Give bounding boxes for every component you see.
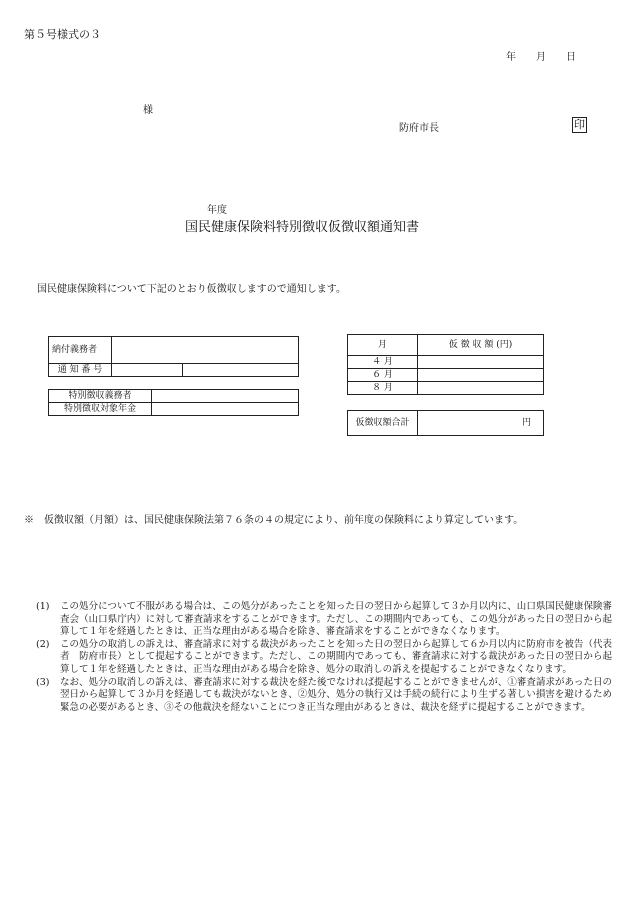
document-title: 国民健康保険料特別徴収仮徴収額通知書 xyxy=(185,220,420,235)
amount-cell xyxy=(418,356,544,369)
payer-value xyxy=(112,337,299,364)
collector-table xyxy=(48,389,299,416)
month-cell: ４ 月 xyxy=(348,356,418,369)
pension-value xyxy=(152,403,299,416)
intro-text: 国民健康保険料について下記のとおり仮徴収しますので通知します。 xyxy=(37,284,346,295)
note-item xyxy=(36,677,612,715)
amount-cell xyxy=(418,382,544,395)
issuer-name: 防府市長 xyxy=(399,123,439,134)
note-number: (1) xyxy=(36,601,50,612)
note-text: この処分について不服がある場合は、この処分があったことを知った日の翌日から起算して３か月以内に、山口県国民健康保険審査会（山口県庁内）に対して審査請求をすることができます。ただし、この期間内であっても、この処分があった日の翌日から起算して１年を経過したときは、正当な理由がある場合を除き、審査請求をすることができなくなります。 xyxy=(60,601,612,638)
fiscal-year-label: 年度 xyxy=(207,205,227,216)
note-number: (3) xyxy=(36,676,50,688)
note-text: なお、処分の取消しの訴えは、審査請求に対する裁決を経た後でなければ提起することができませんが、①審査請求があった日の翌日から起算して３か月を経過しても裁決がないとき、②処分、処分の執行又は手続の続行により生ずる著しい損害を避けるため緊急の必要があるとき、③その他裁決を経ないことにつき正当な理由があるときは、裁決を経ずに提起することができます。 xyxy=(60,676,612,713)
notice-number-extra xyxy=(183,364,299,377)
payer-label: 納付義務者 xyxy=(49,337,112,364)
monthly-amount-table xyxy=(347,334,544,395)
note-item xyxy=(36,639,612,677)
form-number: 第５号様式の３ xyxy=(24,28,101,41)
notice-number-value xyxy=(112,364,183,377)
month-cell: ８ 月 xyxy=(348,382,418,395)
payer-table xyxy=(48,336,299,377)
amount-header: 仮 徴 収 額 (円) xyxy=(418,335,544,356)
note-text: この処分の取消しの訴えは、審査請求に対する裁決があったことを知った日の翌日から起算して６か月以内に防府市を被告（代表者 防府市長）として提起することができます。ただし、この期間内であっても、審査請求に対する裁決があった日の翌日から起算して１年を経過したときは、正当な理由がある場合を除き、処分の取消しの訴えを提起することができなくなります。 xyxy=(60,638,612,675)
remark-text: ※ 仮徴収額（月額）は、国民健康保険法第７６条の４の規定により、前年度の保険料により算定しています。 xyxy=(24,515,524,526)
amount-cell xyxy=(418,369,544,382)
total-unit: 円 xyxy=(418,411,544,436)
pension-label: 特別徴収対象年金 xyxy=(49,403,152,416)
notice-number-label: 通 知 番 号 xyxy=(49,364,112,377)
collector-value xyxy=(152,390,299,403)
addressee-suffix: 様 xyxy=(143,105,153,116)
note-number: (2) xyxy=(36,638,50,650)
collector-label: 特別徴収義務者 xyxy=(49,390,152,403)
seal-mark: 印 xyxy=(574,118,585,131)
date-line: 年 月 日 xyxy=(506,52,576,63)
appeal-notes xyxy=(36,601,612,714)
month-cell: ６ 月 xyxy=(348,369,418,382)
note-item xyxy=(36,601,612,639)
month-header: 月 xyxy=(348,335,418,356)
total-label: 仮徴収額合計 xyxy=(348,411,418,436)
total-table xyxy=(347,410,544,436)
